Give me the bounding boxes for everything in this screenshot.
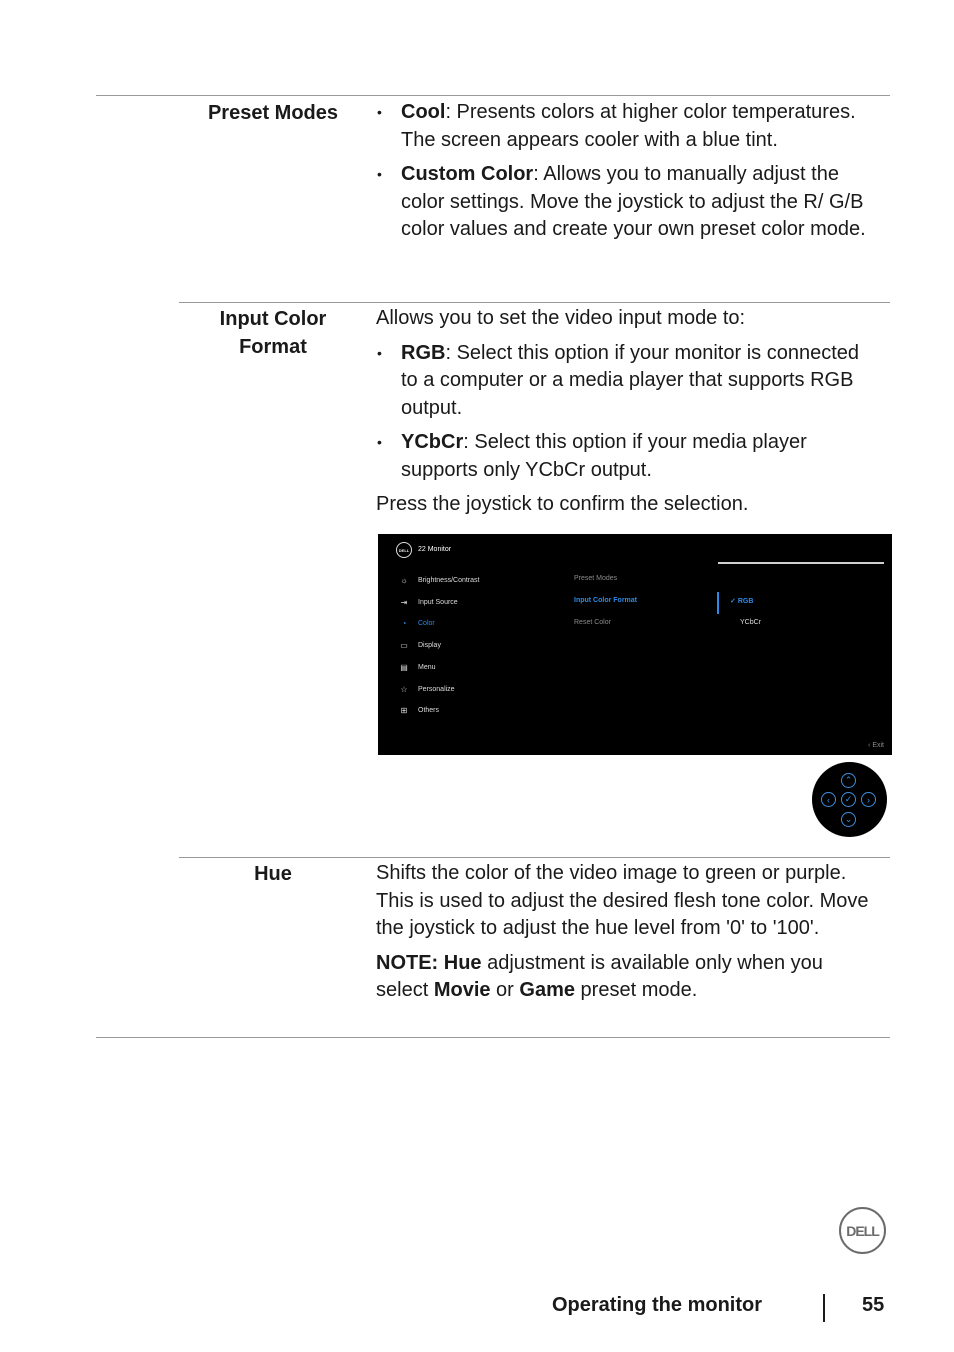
row-label-hue: Hue: [254, 863, 292, 885]
sun-icon: ☼: [400, 575, 408, 585]
row-divider: [179, 302, 890, 303]
row-divider: [179, 857, 890, 858]
osd-selection-bar: [717, 592, 719, 614]
row-desc-input-color-format: Allows you to set the video input mode to: • RGB: Select this option if your monitor is connected to a computer or a media player that supports RGB output. • YCbCr: Select this option if your media player supports only YCbCr output. Press the joystick to confirm the selection.: [376, 305, 876, 526]
osd-title: 22 Monitor: [418, 546, 452, 553]
joystick-center-icon: ✓: [841, 792, 856, 807]
osd-option-rgb[interactable]: ✓ RGB: [730, 598, 754, 605]
list-item: • Cool: Presents colors at higher color temperatures. The screen appears cooler with a blue tint.: [377, 101, 856, 151]
osd-menu-item-brightness[interactable]: ☼ Brightness/Contrast: [398, 574, 479, 586]
chevron-left-icon: ‹: [868, 742, 871, 749]
osd-menu-item-input-source[interactable]: ⇥ Input Source: [398, 596, 458, 608]
osd-screenshot: [378, 534, 892, 755]
row-desc-preset-modes: [376, 99, 876, 251]
table-bottom-border: [96, 1037, 890, 1038]
row-desc-hue: Shifts the color of the video image to green or purple. This is used to adjust the desired flesh tone color. Move the joystick to adjust the hue level from '0' to '100'. NOTE: Hue adjustment is available only when you select Movie or Game preset mode.: [376, 860, 876, 1012]
check-icon: ✓: [730, 598, 736, 605]
osd-submenu-input-color-format[interactable]: Input Color Format: [574, 597, 637, 604]
table-top-border: [96, 95, 890, 96]
osd-submenu-reset-color[interactable]: Reset Color: [574, 619, 611, 626]
others-icon: ⊞: [400, 705, 408, 715]
osd-submenu-preset-modes[interactable]: Preset Modes: [574, 575, 618, 582]
note: NOTE: Hue adjustment is available only when you select Movie or Game preset mode.: [376, 951, 823, 1001]
osd-option-ycbcr[interactable]: YCbCr: [740, 619, 762, 626]
menu-icon: ▤: [400, 662, 408, 672]
footer-section-title: Operating the monitor: [552, 1294, 762, 1316]
list-item: • RGB: Select this option if your monitor is connected to a computer or a media player that supports RGB output.: [377, 341, 859, 419]
palette-icon: ◔: [401, 618, 407, 628]
row-label-input-color-format: Input Color Format: [219, 308, 327, 358]
display-icon: ▭: [400, 640, 408, 650]
osd-menu-item-others[interactable]: ⊞ Others: [398, 704, 439, 716]
input-icon: ⇥: [400, 597, 408, 607]
joystick-up-icon: ⌃: [841, 773, 856, 788]
osd-dell-logo: DELL: [396, 542, 412, 558]
osd-exit[interactable]: ‹ Exit: [868, 742, 884, 749]
list-item: • YCbCr: Select this option if your media player supports only YCbCr output.: [377, 431, 807, 481]
osd-menu-item-color[interactable]: ◔ Color: [398, 617, 435, 629]
joystick-down-icon: ⌄: [841, 812, 856, 827]
osd-menu-item-display[interactable]: ▭ Display: [398, 639, 441, 651]
osd-top-line: [718, 562, 884, 564]
joystick-right-icon: ›: [861, 792, 876, 807]
dell-logo: DELL: [839, 1207, 886, 1254]
osd-menu-item-personalize[interactable]: ☆ Personalize: [398, 683, 455, 695]
star-icon: ☆: [400, 684, 408, 694]
footer-divider: [823, 1294, 825, 1322]
joystick-left-icon: ‹: [821, 792, 836, 807]
joystick-icon: [812, 762, 887, 837]
page-number: 55: [862, 1294, 885, 1316]
list-item: • Custom Color: Allows you to manually adjust the color settings. Move the joystick to adjust the R/ G/B color values and create your own preset color mode.: [377, 163, 866, 240]
row-label-preset-modes: Preset Modes: [207, 102, 339, 124]
osd-menu-item-menu[interactable]: ▤ Menu: [398, 661, 436, 673]
